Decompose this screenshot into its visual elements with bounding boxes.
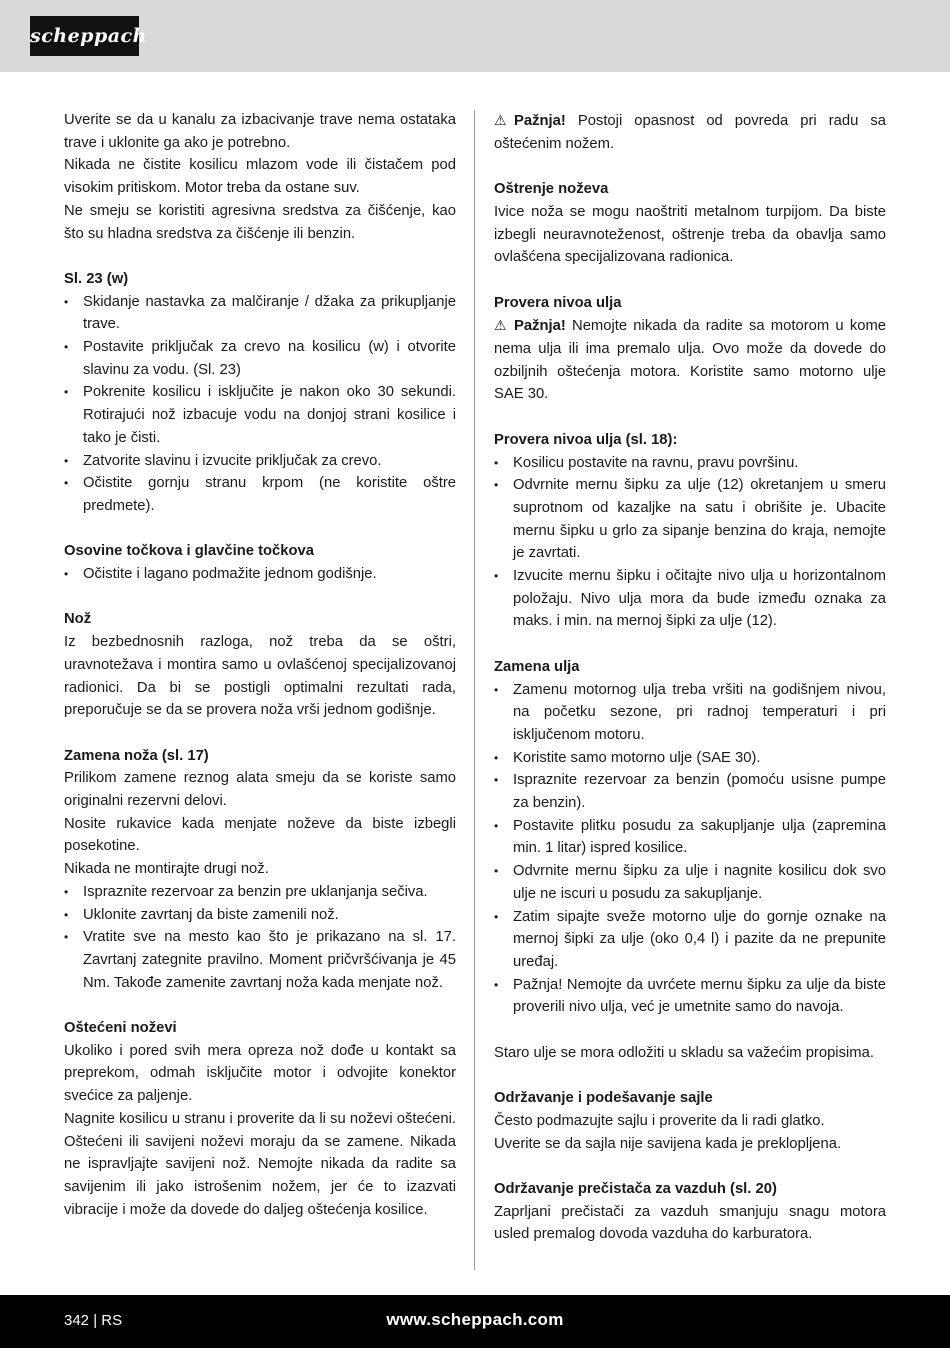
website-link[interactable]: www.scheppach.com bbox=[386, 1310, 564, 1329]
cable-heading: Održavanje i podešavanje sajle bbox=[494, 1090, 713, 1107]
intro-paragraph: Nikada ne čistite kosilicu mlazom vode ili čistačem pod visokim pritiskom. Motor treba da ostane suv. bbox=[64, 157, 456, 197]
knife-replace-list bbox=[64, 881, 456, 995]
list-item: • Odvrnite mernu šipku za ulje i nagnite kosilicu dok svo ulje ne iscuri u posudu za sakupljanje. bbox=[494, 860, 886, 905]
oil-check-heading: Provera nivoa ulja (sl. 18): bbox=[494, 431, 678, 448]
oil-level-warning bbox=[494, 314, 886, 406]
fig23-heading: Sl. 23 (w) bbox=[64, 270, 129, 287]
left-column bbox=[64, 109, 456, 1221]
knife-replace-heading: Zamena noža (sl. 17) bbox=[64, 747, 209, 764]
list-item: • Koristite samo motorno ulje (SAE 30). bbox=[494, 747, 886, 770]
knife-replace-paragraph: Prilikom zamene reznog alata smeju da se koriste samo originalni rezervni delovi. bbox=[64, 770, 456, 810]
axles-list bbox=[64, 563, 456, 586]
air-filter-paragraph: Zaprljani prečistači za vazduh smanjuju snagu motora usled premalog dovoda vazduha do karburatora. bbox=[494, 1203, 886, 1243]
intro-paragraph: Ne smeju se koristiti agresivna sredstva za čišćenje, kao što su hladna sredstva za čišćenje ili benzin. bbox=[64, 202, 456, 242]
warning-paragraph bbox=[494, 109, 886, 155]
list-item: • Očistite gornju stranu krpom (ne koristite oštre predmete). bbox=[64, 472, 456, 517]
axles-heading: Osovine točkova i glavčine točkova bbox=[64, 543, 315, 560]
air-filter-heading: Održavanje prečistača za vazduh (sl. 20) bbox=[494, 1180, 777, 1197]
knife-replace-paragraph: Nosite rukavice kada menjate noževe da biste izbegli posekotine. bbox=[64, 815, 456, 855]
list-item: • Zamenu motornog ulja treba vršiti na godišnjem nivou, na početku sezone, pri radnoj temperaturi i pri isključenom motoru. bbox=[494, 679, 886, 747]
damaged-knives-paragraph: Nagnite kosilicu u stranu i proverite da li su noževi oštećeni. Oštećeni ili savijeni noževi moraju da se zamene. Nikada ne ispravljajte savijeni nož. Nemojte nikada da radite sa savijenim ili jako istrošenim nožem, jer će to izazvati vibracije i može da dovede do daljeg oštećenja kosilice. bbox=[64, 1110, 456, 1218]
warning-text: Postoji opasnost od povreda pri radu sa oštećenim nožem. bbox=[494, 113, 886, 152]
list-item: • Odvrnite mernu šipku za ulje (12) okretanjem u smeru suprotnom od kazaljke na satu i obrišite je. Ubacite mernu šipku u grlo za sipanje benzina do kraja, nemojte je zavrtati. bbox=[494, 474, 886, 565]
oil-change-heading: Zamena ulja bbox=[494, 658, 580, 675]
right-column bbox=[494, 109, 886, 1246]
oil-check-list bbox=[494, 452, 886, 634]
list-item: • Zatvorite slavinu i izvucite priključak za crevo. bbox=[64, 450, 456, 473]
list-item: • Postavite plitku posudu za sakupljanje ulja (zapremina min. 1 litar) ispred kosilice. bbox=[494, 815, 886, 860]
cable-paragraph: Često podmazujte sajlu i proverite da li radi glatko. bbox=[494, 1112, 825, 1129]
list-item: • Skidanje nastavka za malčiranje / džaka za prikupljanje trave. bbox=[64, 291, 456, 336]
column-divider bbox=[474, 110, 475, 1270]
brand-logo: scheppach bbox=[30, 16, 139, 56]
page-number: 342 | RS bbox=[64, 1312, 123, 1329]
list-item: • Ispraznite rezervoar za benzin (pomoću usisne pumpe za benzin). bbox=[494, 769, 886, 814]
warning-triangle-icon: ⚠ bbox=[494, 112, 507, 128]
list-item: • Očistite i lagano podmažite jednom godišnje. bbox=[64, 563, 456, 586]
cable-paragraph: Uverite se da sajla nije savijena kada je preklopljena. bbox=[494, 1135, 842, 1152]
sharpening-paragraph: Ivice noža se mogu naoštriti metalnom turpijom. Da biste izbegli neuravnoteženost, oštrenje treba da obavlja samo ovlašćena specijalizovana radionica. bbox=[494, 203, 886, 266]
list-item: • Izvucite mernu šipku i očitajte nivo ulja u horizontalnom položaju. Nivo ulja mora da bude između oznaka za maks. i min. na mernoj šipki za ulje (12). bbox=[494, 565, 886, 633]
sharpening-heading: Oštrenje noževa bbox=[494, 181, 609, 198]
knife-paragraph: Iz bezbednosnih razloga, nož treba da se oštri, uravnotežava i montira samo u ovlašćenoj specijalizovanoj radionici. Da bi se postigli optimalni rezultati rada, preporučuje se da se provera noža vrši jednom godišnje. bbox=[64, 634, 456, 719]
knife-replace-paragraph: Nikada ne montirajte drugi nož. bbox=[64, 861, 269, 878]
disposal-paragraph: Staro ulje se mora odložiti u skladu sa važećim propisima. bbox=[494, 1044, 874, 1061]
knife-heading: Nož bbox=[64, 611, 92, 628]
list-item: • Vratite sve na mesto kao što je prikazano na sl. 17. Zavrtanj zategnite pravilno. Moment pričvršćivanja je 45 Nm. Takođe zamenite zavrtanj noža kada menjate nož. bbox=[64, 926, 456, 994]
list-item: • Pažnja! Nemojte da uvrćete mernu šipku za ulje da biste proverili nivo ulja, već je umetnite samo do navoja. bbox=[494, 974, 886, 1019]
list-item: • Zatim sipajte sveže motorno ulje do gornje oznake na mernoj šipki za ulje (oko 0,4 l) i pazite da ne prepunite uređaj. bbox=[494, 906, 886, 974]
list-item: • Kosilicu postavite na ravnu, pravu površinu. bbox=[494, 452, 886, 475]
page-header bbox=[0, 0, 950, 72]
warning-label: Pažnja! bbox=[514, 113, 566, 129]
warning-text: Nemojte nikada da radite sa motorom u kome nema ulja ili ima premalo ulja. Ovo može da dovede do ozbiljnih oštećenja motora. Koristite samo motorno ulje SAE 30. bbox=[494, 318, 886, 403]
page-footer bbox=[0, 1295, 950, 1348]
list-item: • Uklonite zavrtanj da biste zamenili nož. bbox=[64, 904, 456, 927]
oil-change-list bbox=[494, 679, 886, 1020]
warning-label: Pažnja! bbox=[514, 318, 566, 335]
list-item: • Ispraznite rezervoar za benzin pre uklanjanja sečiva. bbox=[64, 881, 456, 904]
oil-level-heading: Provera nivoa ulja bbox=[494, 294, 622, 311]
intro-paragraph: Uverite se da u kanalu za izbacivanje trave nema ostataka trave i uklonite ga ako je potrebno. bbox=[64, 112, 456, 151]
warning-triangle-icon: ⚠ bbox=[494, 317, 507, 334]
damaged-knives-paragraph: Ukoliko i pored svih mera opreza nož dođe u kontakt sa preprekom, odmah isključite motor i odvojite konektor svećice za paljenje. bbox=[64, 1042, 456, 1105]
list-item: • Postavite priključak za crevo na kosilicu (w) i otvorite slavinu za vodu. (Sl. 23) bbox=[64, 336, 456, 381]
damaged-knives-heading: Oštećeni noževi bbox=[64, 1020, 177, 1037]
list-item: • Pokrenite kosilicu i isključite je nakon oko 30 sekundi. Rotirajući nož izbacuje vodu na donjoj strani kosilice i tako je čisti. bbox=[64, 381, 456, 449]
fig23-list bbox=[64, 291, 456, 518]
